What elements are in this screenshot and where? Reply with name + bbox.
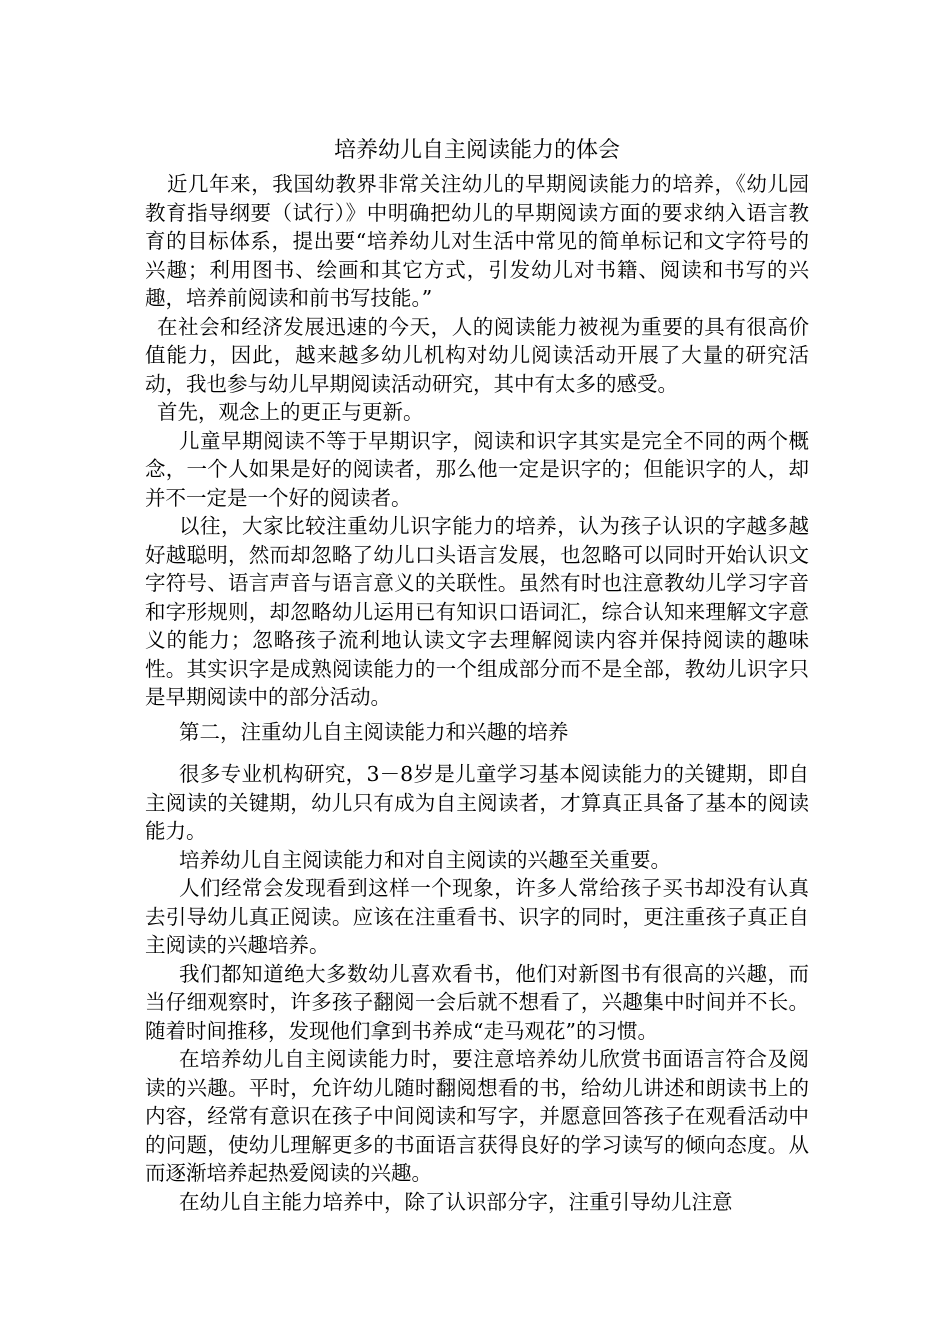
paragraph-8: 人们经常会发现看到这样一个现象，许多人常给孩子买书却没有认真去引导幼儿真正阅读。应该在注重看书、识字的同时，更注重孩子真正自主阅读的兴趣培养。 [145,876,809,957]
document-title: 培养幼儿自主阅读能力的体会 [333,138,620,163]
paragraph-5: 以往，大家比较注重幼儿识字能力的培养，认为孩子认识的字越多越好越聪明，然而却忽略了幼儿口头语言发展，也忽略可以同时开始认识文字符号、语言声音与语言意义的关联性。虽然有时也注意教幼儿学习字音和字形规则，却忽略幼儿运用已有知识口语词汇，综合认知来理解文字意义的能力；忽略孩子流利地认读文字去理解阅读内容并保持阅读的趣味性。其实识字是成熟阅读能力的一个组成部分而不是全部，教幼儿识字只是早期阅读中的部分活动。 [145,514,809,709]
section-heading-2: 第二，注重幼儿自主阅读能力和兴趣的培养 [179,719,569,744]
paragraph-3: 首先，观念上的更正与更新。 [157,400,424,424]
document-page [145,136,809,1216]
paragraph-7: 培养幼儿自主阅读能力和对自主阅读的兴趣至关重要。 [179,847,671,872]
paragraph-11: 在幼儿自主能力培养中，除了认识部分字，注重引导幼儿注意 [179,1189,733,1214]
paragraph-2: 在社会和经济发展迅速的今天，人的阅读能力被视为重要的具有很高价值能力，因此，越来越多幼儿机构对幼儿阅读活动开展了大量的研究活动，我也参与幼儿早期阅读活动研究，其中有太多的感受。 [145,314,809,396]
paragraph-9: 我们都知道绝大多数幼儿喜欢看书，他们对新图书有很高的兴趣，而当仔细观察时，许多孩子翻阅一会后就不想看了，兴趣集中时间并不长。随着时间推移，发现他们拿到书养成“走马观花”的习惯。 [145,961,809,1043]
paragraph-10: 在培养幼儿自主阅读能力时，要注意培养幼儿欣赏书面语言符合及阅读的兴趣。平时，允许幼儿随时翻阅想看的书，给幼儿讲述和朗读书上的内容，经常有意识在孩子中间阅读和写字，并愿意回答孩子在观看活动中的问题，使幼儿理解更多的书面语言获得良好的学习读写的倾向态度。从而逐渐培养起热爱阅读的兴趣。 [145,1047,809,1185]
paragraph-4: 儿童早期阅读不等于早期识字，阅读和识字其实是完全不同的两个概念，一个人如果是好的阅读者，那么他一定是识字的；但能识字的人，却并不一定是一个好的阅读者。 [145,428,809,510]
paragraph-6: 很多专业机构研究，3－8岁是儿童学习基本阅读能力的关键期，即自主阅读的关键期，幼儿只有成为自主阅读者，才算真正具备了基本的阅读能力。 [145,762,809,843]
paragraph-1: 近几年来，我国幼教界非常关注幼儿的早期阅读能力的培养，《幼儿园教育指导纲要（试行）》中明确把幼儿的早期阅读方面的要求纳入语言教育的目标体系，提出要“培养幼儿对生活中常见的简单标记和文字符号的兴趣；利用图书、绘画和其它方式，引发幼儿对书籍、阅读和书写的兴趣，培养前阅读和前书写技能。” [145,172,809,310]
